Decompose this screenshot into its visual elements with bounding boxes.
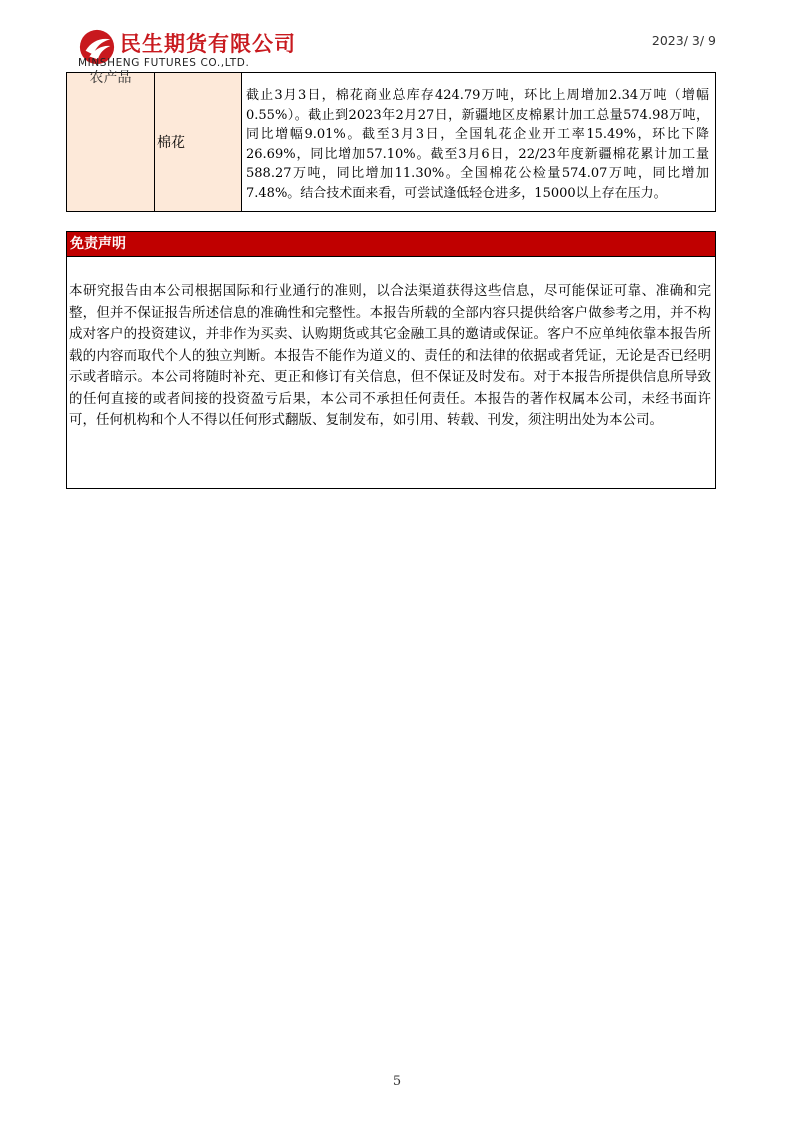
company-name-en: MINSHENG FUTURES CO.,LTD.: [78, 57, 250, 69]
company-name-cn: 民生期货有限公司: [120, 32, 296, 56]
table-row: [67, 73, 716, 212]
analysis-text: 截止3月3日，棉花商业总库存424.79万吨，环比上周增加2.34万吨（增幅0.55%）。截止到2023年2月27日，新疆地区皮棉累计加工总量574.98万吨，同比增幅9.01%。截至3月3日，全国轧花企业开工率15.49%，环比下降26.69%，同比增加57.10%。截至3月6日，22/23年度新疆棉花累计加工量588.27万吨，同比增加11.30%。全国棉花公检量574.07万吨，同比增加7.48%。结合技术面来看，可尝试逢低轻仓进多，15000以上存在压力。: [242, 73, 716, 212]
item-cell: [155, 73, 242, 212]
disclaimer-box: [66, 231, 716, 489]
commodity-table: [66, 72, 716, 212]
item-label: 棉花: [157, 135, 185, 151]
page-number: 5: [392, 1074, 402, 1089]
disclaimer-body: 本研究报告由本公司根据国际和行业通行的准则，以合法渠道获得这些信息，尽可能保证可靠、准确和完整，但并不保证报告所述信息的准确性和完整性。本报告所载的全部内容只提供给客户做参考之用，并不构成对客户的投资建议，并非作为买卖、认购期货或其它金融工具的邀请或保证。客户不应单纯依靠本报告所载的内容而取代个人的独立判断。本报告不能作为道义的、责任的和法律的依据或者凭证，无论是否已经明示或者暗示。本公司将随时补充、更正和修订有关信息，但不保证及时发布。对于本报告所提供信息所导致的任何直接的或者间接的投资盈亏后果，本公司不承担任何责任。本报告的著作权属本公司，未经书面许可，任何机构和个人不得以任何形式翻版、复制发布，如引用、转载、刊发，须注明出处为本公司。: [69, 283, 711, 428]
disclaimer-title: 免责声明: [67, 232, 715, 257]
category-cell: [67, 70, 155, 212]
category-label: 农产品: [89, 70, 132, 86]
report-date: 2023/ 3/ 9: [651, 33, 716, 48]
